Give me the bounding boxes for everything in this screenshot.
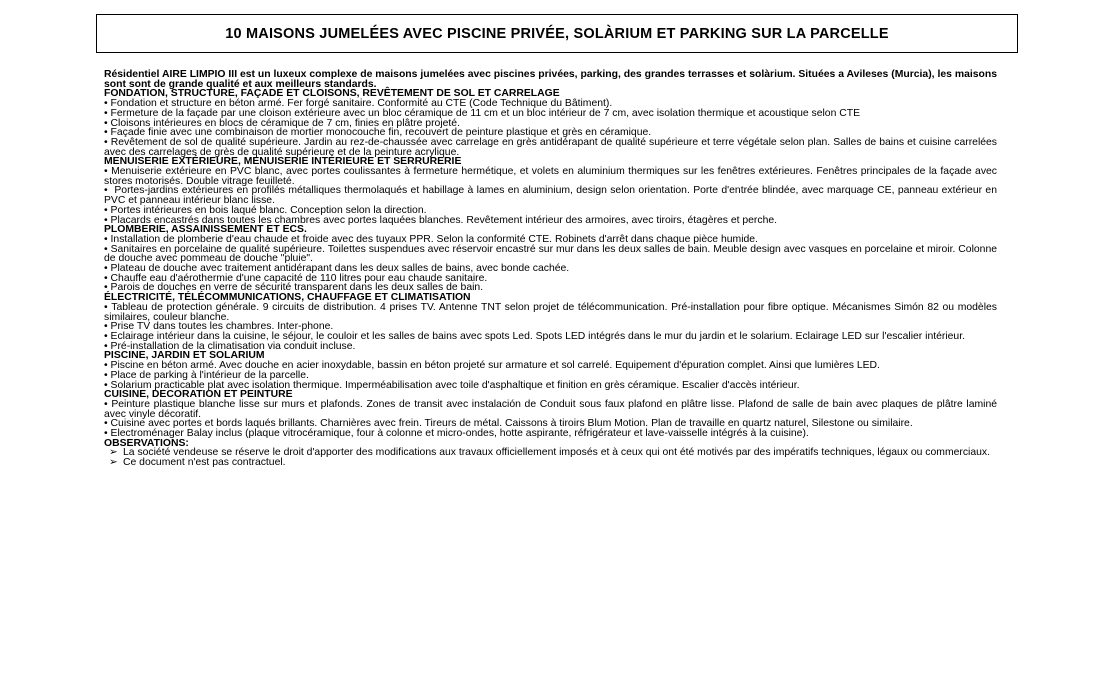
section-heading: CUISINE, DECORATION ET PEINTURE: [104, 389, 293, 401]
bullet-item: • Electroménager Balay inclus (plaque vitrocéramique, four à colonne et micro-ondes, hotte aspirante, réfrigérateur et lave-vaisselle intégrés à la cuisine).: [104, 429, 997, 439]
intro-paragraph: Résidentiel AIRE LIMPIO III est un luxeux complexe de maisons jumelées avec piscines privées, parking, des grandes terrasses et solàrium. Situées a Avileses (Murcia), les maisons sont sont de grande qualité et aux meilleurs standards.: [104, 69, 997, 90]
bullet-item: • Solarium practicable plat avec isolation thermique. Imperméabilisation avec toile d'asphaltique et finition en grès céramique. Escalier d'accès intérieur.: [104, 381, 997, 391]
bullet-item: • Chauffe eau d'aérothermie d'une capacité de 110 litres pour eau chaude sanitaire.: [104, 274, 997, 284]
arrow-bullet-icon: ➢: [109, 457, 118, 469]
bullet-item: • Placards encastrés dans toutes les chambres avec portes laquées blanches. Revêtement intérieur des armoires, avec tiroirs, étagères et perche.: [104, 216, 997, 226]
bullet-item: • Cuisine avec portes et bords laqués brillants. Charnières avec frein. Tireurs de métal. Caissons à tiroirs Blum Motion. Plan de travaille en quartz naturel, Silestone ou similaire.: [104, 419, 997, 429]
observations-heading: OBSERVATIONS:: [104, 437, 189, 449]
bullet-item: • Sanitaires en porcelaine de qualité supérieure. Toilettes suspendues avec réservoir encastré sur mur dans les deux salles de bain. Meuble design avec vasques en porcelaine et miroir. Colonne de douche avec pommeau de douche "pluie".: [104, 245, 997, 264]
bullet-item: • Pré-installation de la climatisation via conduit incluse.: [104, 342, 997, 352]
bullet-item: • Façade finie avec une combinaison de mortier monocouche fin, recouvert de peinture plastique et grès en céramique.: [104, 128, 997, 138]
bullet-item: • Revêtement de sol de qualité supérieure. Jardin au rez-de-chaussée avec carrelage en grès antidérapant de qualité supérieure et terre végétale selon plan. Salles de bains et cuisine carrelées avec des carrelages de grès de qualité supérieure et de la peinture acrylique.: [104, 138, 997, 157]
observation-item: [104, 458, 997, 468]
section-heading: FONDATION, STRUCTURE, FAÇADE ET CLOISONS, REVÊTEMENT DE SOL ET CARRELAGE: [104, 88, 560, 100]
document-body: [104, 70, 997, 468]
bullet-item: • Plateau de douche avec traitement antidérapant dans les deux salles de bains, avec bonde cachée.: [104, 264, 997, 274]
sections-container: [104, 89, 997, 438]
bullet-item: • Fondation et structure en béton armé. Fer forgé sanitaire. Conformité au CTE (Code Technique du Bâtiment).: [104, 99, 997, 109]
bullet-item: • Portes-jardins extérieures en profilés métalliques thermolaqués et habillage à lames en aluminium, design selon orientation. Porte d'entrée blindée, avec marquage CE, panneau extérieur en PVC et panneau intérieur blanc lisse.: [104, 186, 997, 205]
bullet-item: • Eclairage intérieur dans la cuisine, le séjour, le couloir et les salles de bains avec spots Led. Spots LED intégrés dans le mur du jardin et le solarium. Eclairage LED sur l'escalier intérieur.: [104, 332, 997, 342]
bullet-item: • Prise TV dans toutes les chambres. Inter-phone.: [104, 322, 997, 332]
observation-text: La société vendeuse se réserve le droit d'apporter des modifications aux travaux officiellement imposés et à ceux qui ont été motivés par des impératifs techniques, légaux ou commerciaux.: [123, 447, 990, 459]
bullet-item: • Tableau de protection générale. 9 circuits de distribution. 4 prises TV. Antenne TNT selon projet de télécommunication. Pré-installation pour fibre optique. Mécanismes Simón 82 ou modèles similaires, couleur blanche.: [104, 303, 997, 322]
section-heading: PISCINE, JARDIN ET SOLARIUM: [104, 350, 265, 362]
bullet-item: • Menuiserie extérieure en PVC blanc, avec portes coulissantes à fermeture hermétique, et volets en aluminium thermiques sur les fenêtres extérieures. Fenêtres principales de la façade avec stores motorisés. Double vitrage feuilleté.: [104, 167, 997, 186]
bullet-item: • Cloisons intérieures en blocs de céramique de 7 cm, finies en plâtre projeté.: [104, 119, 997, 129]
section-heading: PLOMBERIE, ASSAINISSEMENT ET ECS.: [104, 224, 307, 236]
arrow-bullet-icon: ➢: [109, 447, 118, 459]
document-title: 10 MAISONS JUMELÉES AVEC PISCINE PRIVÉE, SOLÀRIUM ET PARKING SUR LA PARCELLE: [225, 25, 889, 42]
bullet-item: • Place de parking à l'intérieur de la parcelle.: [104, 371, 997, 381]
section-heading: MENUISERIE EXTÉRIEURE, MENUISERIE INTÉRIEURE ET SERRURERIE: [104, 156, 462, 168]
observation-text: Ce document n'est pas contractuel.: [123, 457, 286, 469]
bullet-item: • Portes intérieures en bois laqué blanc. Conception selon la direction.: [104, 206, 997, 216]
section-heading: ÉLECTRICITÉ, TÉLÉCOMMUNICATIONS, CHAUFFAGE ET CLIMATISATION: [104, 292, 471, 304]
bullet-item: • Fermeture de la façade par une cloison extérieure avec un bloc céramique de 11 cm et un bloc intérieur de 7 cm, avec isolation thermique et acoustique selon CTE: [104, 109, 997, 119]
bullet-item: • Installation de plomberie d'eau chaude et froide avec des tuyaux PPR. Selon la conformité CTE. Robinets d'arrêt dans chaque pièce humide.: [104, 235, 997, 245]
bullet-item: • Peinture plastique blanche lisse sur murs et plafonds. Zones de transit avec instalación de Conduit sous faux plafond en plâtre lisse. Plafond de salle de bain avec plaques de plâtre laminé avec vinyle décoratif.: [104, 400, 997, 419]
title-box: [96, 14, 1018, 53]
bullet-item: • Parois de douches en verre de sécurité transparent dans les deux salles de bain.: [104, 283, 997, 293]
bullet-item: • Piscine en béton armé. Avec douche en acier inoxydable, bassin en béton projeté sur armature et sol carrelé. Equipement d'épuration complet. Ainsi que lumières LED.: [104, 361, 997, 371]
observations-list: [104, 448, 997, 467]
